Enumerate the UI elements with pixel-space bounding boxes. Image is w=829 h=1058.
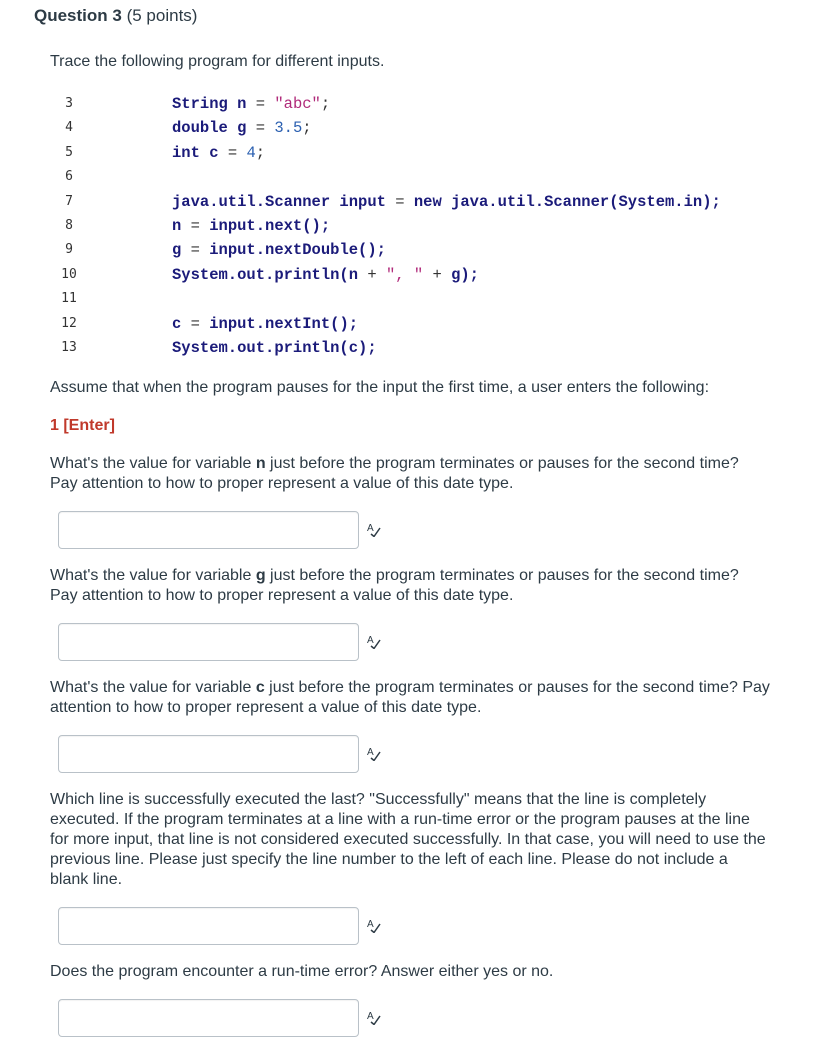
line-number: 8 [65, 217, 73, 233]
code-line [58, 167, 778, 191]
question-header [34, 6, 197, 26]
code-text: java.util.Scanner input = new java.util.Scanner(System.in); [172, 192, 721, 211]
spellcheck-icon[interactable] [366, 917, 382, 933]
line-number: 10 [61, 266, 77, 282]
assume-text: Assume that when the program pauses for the input the first time, a user enters the following: [50, 379, 710, 396]
code-text: System.out.println(n + ", " + g); [172, 265, 479, 284]
code-text: String n = "abc"; [172, 95, 331, 113]
line-number: 13 [61, 339, 77, 355]
code-line [58, 94, 778, 118]
svg-text:A: A [367, 1011, 374, 1022]
question-title: Question 3 [34, 6, 122, 25]
answer-error-input[interactable] [58, 999, 359, 1037]
question-points: (5 points) [126, 6, 198, 25]
line-number: 11 [61, 291, 77, 307]
code-line [58, 143, 778, 167]
line-number: 5 [65, 144, 73, 160]
code-text: System.out.println(c); [172, 338, 377, 357]
code-line [58, 265, 778, 289]
answer-c-input[interactable] [58, 735, 359, 773]
answer-line-input[interactable] [58, 907, 359, 945]
line-number: 7 [65, 193, 73, 209]
prompt-line: Which line is successfully executed the last? "Successfully" means that the line is completely executed. If the program terminates at a line with a run-time error or the program pauses at the line for more input, that line is not considered executed successfully. In that case, you will need to use the previous line. Please just specify the line number to the left of each line. Please do not include a blank line. [50, 791, 766, 888]
line-number: 4 [65, 120, 73, 136]
line-number: 12 [61, 315, 77, 331]
code-line [58, 289, 778, 313]
line-number: 9 [65, 242, 73, 258]
code-text: n = input.next(); [172, 216, 331, 235]
svg-text:A: A [367, 919, 374, 930]
code-listing [58, 94, 778, 362]
spellcheck-icon[interactable] [366, 521, 382, 537]
code-line [58, 192, 778, 216]
input-example: 1 [Enter] [50, 417, 115, 434]
prompt-g: What's the value for variable g just before the program terminates or pauses for the second time? Pay attention to how to proper represent a value of this date type. [50, 567, 739, 604]
var-g: g [255, 567, 266, 584]
prompt-error: Does the program encounter a run-time error? Answer either yes or no. [50, 963, 554, 980]
line-number: 6 [65, 169, 73, 185]
spellcheck-icon[interactable] [366, 633, 382, 649]
prompt-n: What's the value for variable n just before the program terminates or pauses for the second time? Pay attention to how to proper represent a value of this date type. [50, 455, 739, 492]
answer-n-input[interactable] [58, 511, 359, 549]
code-text: double g = 3.5; [172, 119, 312, 138]
code-line [58, 314, 778, 338]
code-text: c = input.nextInt(); [172, 314, 359, 333]
answer-g-input[interactable] [58, 623, 359, 661]
line-number: 3 [65, 96, 73, 111]
code-line [58, 118, 778, 142]
spellcheck-icon[interactable] [366, 745, 382, 761]
prompt-c: What's the value for variable c just before the program terminates or pauses for the second time? Pay attention to how to proper represent a value of this date type. [50, 679, 770, 716]
intro-text: Trace the following program for different inputs. [50, 53, 385, 70]
spellcheck-icon[interactable] [366, 1009, 382, 1025]
code-text: int c = 4; [172, 143, 266, 162]
code-text: g = input.nextDouble(); [172, 241, 386, 260]
code-line [58, 216, 778, 240]
svg-text:A: A [367, 523, 374, 534]
code-line [58, 338, 778, 362]
code-line [58, 240, 778, 264]
svg-text:A: A [367, 747, 374, 758]
var-c: c [255, 679, 265, 696]
var-n: n [255, 455, 266, 472]
svg-text:A: A [367, 635, 374, 646]
